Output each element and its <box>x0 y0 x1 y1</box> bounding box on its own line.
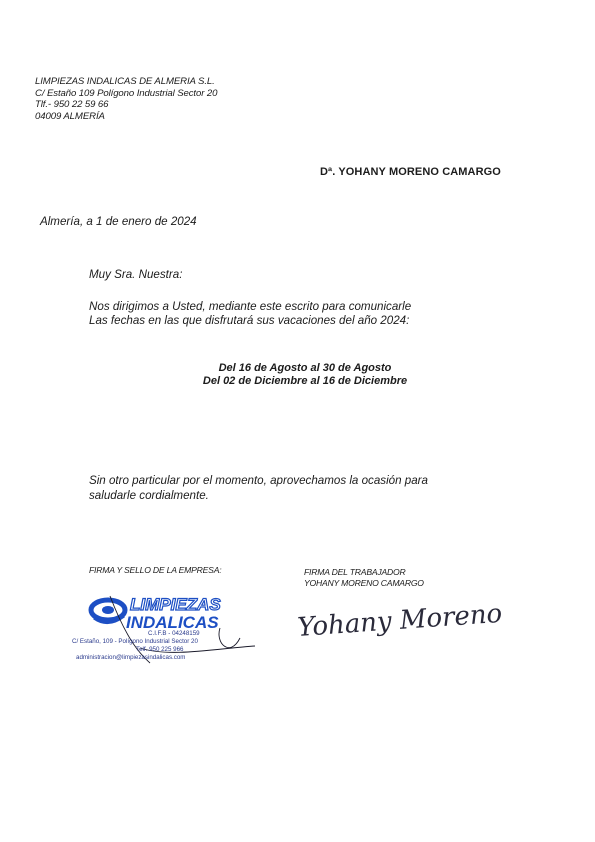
stamp-email: administracion@limpiezasindalicas.com <box>76 654 186 661</box>
recipient-name: Dª. YOHANY MORENO CAMARGO <box>320 166 501 178</box>
intro-line: Nos dirigimos a Usted, mediante este escrito para comunicarle <box>89 300 412 313</box>
place-date: Almería, a 1 de enero de 2024 <box>40 215 197 228</box>
worker-name: YOHANY MORENO CAMARGO <box>304 578 424 588</box>
logo-line2: INDALICAS <box>126 613 219 632</box>
intro-paragraph <box>89 300 411 327</box>
worker-signature-block <box>304 567 424 589</box>
closing-line: saludarle cordialmente. <box>89 489 209 502</box>
vacation-period: Del 16 de Agosto al 30 de Agosto <box>218 362 392 374</box>
logo-line1: LIMPIEZAS <box>130 595 221 614</box>
stamp-cif: C.I.F.B - 04248159 <box>148 630 200 637</box>
vacation-period: Del 02 de Diciembre al 16 de Diciembre <box>202 375 408 387</box>
company-signature-label: FIRMA Y SELLO DE LA EMPRESA: <box>89 565 222 575</box>
closing-paragraph <box>89 473 428 503</box>
worker-signature-image <box>296 592 504 652</box>
vacation-periods <box>180 362 430 388</box>
signature-text: Yohany Moreno <box>296 598 504 644</box>
sender-block <box>35 76 217 122</box>
closing-line: Sin otro particular por el momento, aprovechamos la ocasión para <box>89 474 428 487</box>
sender-city: 04009 ALMERÍA <box>35 110 105 122</box>
salutation: Muy Sra. Nuestra: <box>89 268 183 281</box>
sender-address: C/ Estaño 109 Polígono Industrial Sector 20 <box>35 87 218 99</box>
sender-company: LIMPIEZAS INDALICAS DE ALMERIA S.L. <box>35 76 215 87</box>
company-stamp <box>70 588 270 668</box>
stamp-phone: Telf. 950 225 966 <box>136 646 184 653</box>
stamp-address: C/ Estaño, 109 - Polígono Industrial Sector 20 <box>72 638 198 645</box>
worker-signature-label: FIRMA DEL TRABAJADOR <box>304 567 406 577</box>
intro-line: Las fechas en las que disfrutará sus vacaciones del año 2024: <box>89 313 410 327</box>
sender-phone: Tlf.- 950 22 59 66 <box>35 99 109 110</box>
